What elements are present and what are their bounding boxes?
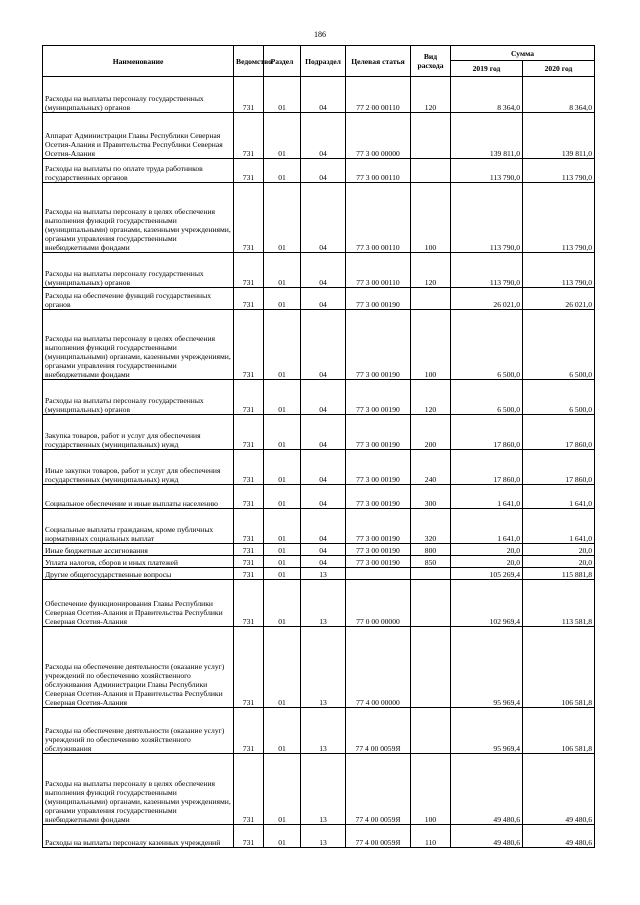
row-type: 200 <box>411 415 451 450</box>
row-ministry: 731 <box>234 159 264 183</box>
row-ministry: 731 <box>234 580 264 627</box>
row-ministry: 731 <box>234 556 264 568</box>
row-section: 01 <box>264 627 301 708</box>
table-row <box>43 288 595 310</box>
row-value-2019: 20,0 <box>451 556 523 568</box>
row-target: 77 4 00 0059Я <box>346 708 411 754</box>
row-type: 850 <box>411 556 451 568</box>
row-section: 01 <box>264 825 301 848</box>
row-name: Расходы на выплаты по оплате труда работников государственных органов <box>43 159 234 183</box>
row-value-2020: 20,0 <box>523 556 595 568</box>
row-ministry: 731 <box>234 485 264 509</box>
row-value-2019: 17 860,0 <box>451 415 523 450</box>
row-target: 77 3 00 00110 <box>346 159 411 183</box>
row-value-2020: 113 790,0 <box>523 183 595 253</box>
row-value-2020: 106 581,8 <box>523 627 595 708</box>
budget-table <box>42 45 595 848</box>
table-row <box>43 627 595 708</box>
header-2019: 2019 год <box>451 61 523 77</box>
row-subsection: 13 <box>301 825 346 848</box>
row-name: Расходы на выплаты персоналу государственных (муниципальных) органов <box>43 380 234 415</box>
row-subsection: 13 <box>301 580 346 627</box>
row-subsection: 13 <box>301 708 346 754</box>
row-type <box>411 627 451 708</box>
row-value-2020: 106 581,8 <box>523 708 595 754</box>
row-name: Закупка товаров, работ и услуг для обеспечения государственных (муниципальных) нужд <box>43 415 234 450</box>
row-section: 01 <box>264 708 301 754</box>
row-type: 100 <box>411 310 451 380</box>
row-target: 77 3 00 00190 <box>346 544 411 556</box>
row-name: Расходы на обеспечение деятельности (оказание услуг) учреждений по обеспечению хозяйственного обслуживания Администрации Главы Республики Северная Осетия-Алания и Правительства Республики Северная Осетия-Алания <box>43 627 234 708</box>
row-target: 77 3 00 00190 <box>346 485 411 509</box>
row-ministry: 731 <box>234 183 264 253</box>
row-type: 320 <box>411 509 451 544</box>
row-section: 01 <box>264 556 301 568</box>
row-ministry: 731 <box>234 450 264 485</box>
row-ministry: 731 <box>234 825 264 848</box>
table-row <box>43 183 595 253</box>
row-section: 01 <box>264 77 301 113</box>
row-name: Расходы на выплаты персоналу в целях обеспечения выполнения функций государственными (муниципальными) органами, казенными учреждениями, органами управления государственными внебюджетными фондами <box>43 310 234 380</box>
row-subsection: 04 <box>301 77 346 113</box>
row-type: 300 <box>411 485 451 509</box>
table-row <box>43 580 595 627</box>
table-row <box>43 113 595 159</box>
row-target: 77 2 00 00110 <box>346 77 411 113</box>
row-target: 77 3 00 00000 <box>346 113 411 159</box>
page-number: 186 <box>314 30 326 39</box>
row-target: 77 4 00 0059Я <box>346 825 411 848</box>
row-subsection: 04 <box>301 288 346 310</box>
row-type <box>411 159 451 183</box>
row-name: Расходы на выплаты персоналу в целях обеспечения выполнения функций государственными (муниципальными) органами, казенными учреждениями, органами управления государственными внебюджетными фондами <box>43 183 234 253</box>
row-ministry: 731 <box>234 288 264 310</box>
row-section: 01 <box>264 159 301 183</box>
row-value-2019: 105 269,4 <box>451 568 523 580</box>
row-value-2020: 20,0 <box>523 544 595 556</box>
row-ministry: 731 <box>234 77 264 113</box>
row-subsection: 04 <box>301 556 346 568</box>
row-name: Иные закупки товаров, работ и услуг для обеспечения государственных (муниципальных) нужд <box>43 450 234 485</box>
row-value-2020: 8 364,0 <box>523 77 595 113</box>
row-type: 120 <box>411 77 451 113</box>
row-value-2020: 49 480,6 <box>523 754 595 825</box>
row-value-2019: 20,0 <box>451 544 523 556</box>
row-subsection: 13 <box>301 568 346 580</box>
row-value-2020: 17 860,0 <box>523 450 595 485</box>
row-type: 240 <box>411 450 451 485</box>
row-subsection: 04 <box>301 113 346 159</box>
row-section: 01 <box>264 450 301 485</box>
row-section: 01 <box>264 415 301 450</box>
row-value-2020: 113 790,0 <box>523 159 595 183</box>
row-section: 01 <box>264 568 301 580</box>
table-row <box>43 708 595 754</box>
row-target: 77 3 00 00190 <box>346 380 411 415</box>
table-row <box>43 556 595 568</box>
row-value-2019: 6 500,0 <box>451 380 523 415</box>
table-row <box>43 509 595 544</box>
row-value-2019: 49 480,6 <box>451 754 523 825</box>
table-row <box>43 77 595 113</box>
row-value-2020: 139 811,0 <box>523 113 595 159</box>
row-value-2019: 49 480,6 <box>451 825 523 848</box>
row-subsection: 13 <box>301 754 346 825</box>
row-name: Расходы на выплаты персоналу казенных учреждений <box>43 825 234 848</box>
table-row <box>43 485 595 509</box>
row-section: 01 <box>264 253 301 288</box>
row-section: 01 <box>264 288 301 310</box>
row-value-2020: 115 881,8 <box>523 568 595 580</box>
row-section: 01 <box>264 183 301 253</box>
row-value-2020: 113 790,0 <box>523 253 595 288</box>
row-target: 77 3 00 00190 <box>346 450 411 485</box>
row-value-2020: 6 500,0 <box>523 380 595 415</box>
row-type <box>411 113 451 159</box>
row-subsection: 04 <box>301 415 346 450</box>
row-value-2019: 8 364,0 <box>451 77 523 113</box>
row-target: 77 4 00 0059Я <box>346 754 411 825</box>
table-row <box>43 380 595 415</box>
header-ministry: Ведомство <box>234 46 264 77</box>
row-name: Социальные выплаты гражданам, кроме публичных нормативных социальных выплат <box>43 509 234 544</box>
row-target: 77 3 00 00110 <box>346 253 411 288</box>
table-row <box>43 450 595 485</box>
row-section: 01 <box>264 544 301 556</box>
row-value-2020: 17 860,0 <box>523 415 595 450</box>
row-value-2019: 139 811,0 <box>451 113 523 159</box>
row-type: 800 <box>411 544 451 556</box>
row-subsection: 04 <box>301 509 346 544</box>
row-subsection: 04 <box>301 253 346 288</box>
header-subsection: Подраздел <box>301 46 346 77</box>
row-ministry: 731 <box>234 509 264 544</box>
row-value-2019: 6 500,0 <box>451 310 523 380</box>
row-name: Иные бюджетные ассигнования <box>43 544 234 556</box>
row-ministry: 731 <box>234 113 264 159</box>
row-section: 01 <box>264 485 301 509</box>
row-value-2020: 1 641,0 <box>523 485 595 509</box>
row-type: 120 <box>411 380 451 415</box>
row-name: Уплата налогов, сборов и иных платежей <box>43 556 234 568</box>
row-subsection: 04 <box>301 380 346 415</box>
row-value-2020: 26 021,0 <box>523 288 595 310</box>
row-section: 01 <box>264 754 301 825</box>
row-value-2020: 113 581,8 <box>523 580 595 627</box>
header-name: Наименование <box>43 46 234 77</box>
row-value-2019: 113 790,0 <box>451 159 523 183</box>
header-type: Вид расхода <box>411 46 451 77</box>
row-target: 77 3 00 00190 <box>346 415 411 450</box>
row-target: 77 3 00 00190 <box>346 288 411 310</box>
row-type: 100 <box>411 183 451 253</box>
row-name: Обеспечение функционирования Главы Республики Северная Осетия-Алания и Правительства Республики Северная Осетия-Алания <box>43 580 234 627</box>
row-name: Расходы на выплаты персоналу государственных (муниципальных) органов <box>43 253 234 288</box>
row-ministry: 731 <box>234 754 264 825</box>
row-name: Расходы на выплаты персоналу государственных (муниципальных) органов <box>43 77 234 113</box>
table-row <box>43 310 595 380</box>
row-type <box>411 568 451 580</box>
row-value-2019: 95 969,4 <box>451 708 523 754</box>
row-value-2019: 113 790,0 <box>451 183 523 253</box>
row-section: 01 <box>264 310 301 380</box>
row-ministry: 731 <box>234 253 264 288</box>
row-subsection: 13 <box>301 627 346 708</box>
row-value-2019: 102 969,4 <box>451 580 523 627</box>
row-value-2020: 1 641,0 <box>523 509 595 544</box>
row-name: Расходы на обеспечение деятельности (оказание услуг) учреждений по обеспечению хозяйственного обслуживания <box>43 708 234 754</box>
row-name: Расходы на выплаты персоналу в целях обеспечения выполнения функций государственными (муниципальными) органами, казенными учреждениями, органами управления государственными внебюджетными фондами <box>43 754 234 825</box>
row-value-2020: 49 480,6 <box>523 825 595 848</box>
row-subsection: 04 <box>301 159 346 183</box>
row-value-2019: 1 641,0 <box>451 509 523 544</box>
row-ministry: 731 <box>234 627 264 708</box>
row-target <box>346 568 411 580</box>
row-subsection: 04 <box>301 544 346 556</box>
row-ministry: 731 <box>234 544 264 556</box>
row-type <box>411 580 451 627</box>
table-row <box>43 544 595 556</box>
header-section: Раздел <box>264 46 301 77</box>
row-section: 01 <box>264 113 301 159</box>
row-ministry: 731 <box>234 310 264 380</box>
row-target: 77 0 00 00000 <box>346 580 411 627</box>
table-row <box>43 825 595 848</box>
row-target: 77 3 00 00190 <box>346 509 411 544</box>
row-name: Расходы на обеспечение функций государственных органов <box>43 288 234 310</box>
row-subsection: 04 <box>301 183 346 253</box>
row-name: Аппарат Администрации Главы Республики Северная Осетия-Алания и Правительства Республики Северная Осетия-Алания <box>43 113 234 159</box>
row-type: 110 <box>411 825 451 848</box>
header-target: Целевая статья <box>346 46 411 77</box>
row-section: 01 <box>264 380 301 415</box>
row-target: 77 4 00 00000 <box>346 627 411 708</box>
row-subsection: 04 <box>301 485 346 509</box>
row-type <box>411 708 451 754</box>
row-target: 77 3 00 00190 <box>346 310 411 380</box>
row-type: 120 <box>411 253 451 288</box>
row-subsection: 04 <box>301 310 346 380</box>
row-name: Другие общегосударственные вопросы <box>43 568 234 580</box>
row-target: 77 3 00 00190 <box>346 556 411 568</box>
header-sum: Сумма <box>451 46 595 61</box>
row-value-2019: 113 790,0 <box>451 253 523 288</box>
row-value-2019: 17 860,0 <box>451 450 523 485</box>
row-ministry: 731 <box>234 568 264 580</box>
row-value-2019: 95 969,4 <box>451 627 523 708</box>
table-row <box>43 415 595 450</box>
row-section: 01 <box>264 580 301 627</box>
row-subsection: 04 <box>301 450 346 485</box>
row-ministry: 731 <box>234 415 264 450</box>
header-2020: 2020 год <box>523 61 595 77</box>
row-name: Социальное обеспечение и иные выплаты населению <box>43 485 234 509</box>
table-row <box>43 754 595 825</box>
row-type <box>411 288 451 310</box>
row-ministry: 731 <box>234 380 264 415</box>
table-row <box>43 568 595 580</box>
row-ministry: 731 <box>234 708 264 754</box>
row-section: 01 <box>264 509 301 544</box>
row-value-2020: 6 500,0 <box>523 310 595 380</box>
row-type: 100 <box>411 754 451 825</box>
table-row <box>43 253 595 288</box>
row-target: 77 3 00 00110 <box>346 183 411 253</box>
row-value-2019: 1 641,0 <box>451 485 523 509</box>
row-value-2019: 26 021,0 <box>451 288 523 310</box>
table-row <box>43 159 595 183</box>
